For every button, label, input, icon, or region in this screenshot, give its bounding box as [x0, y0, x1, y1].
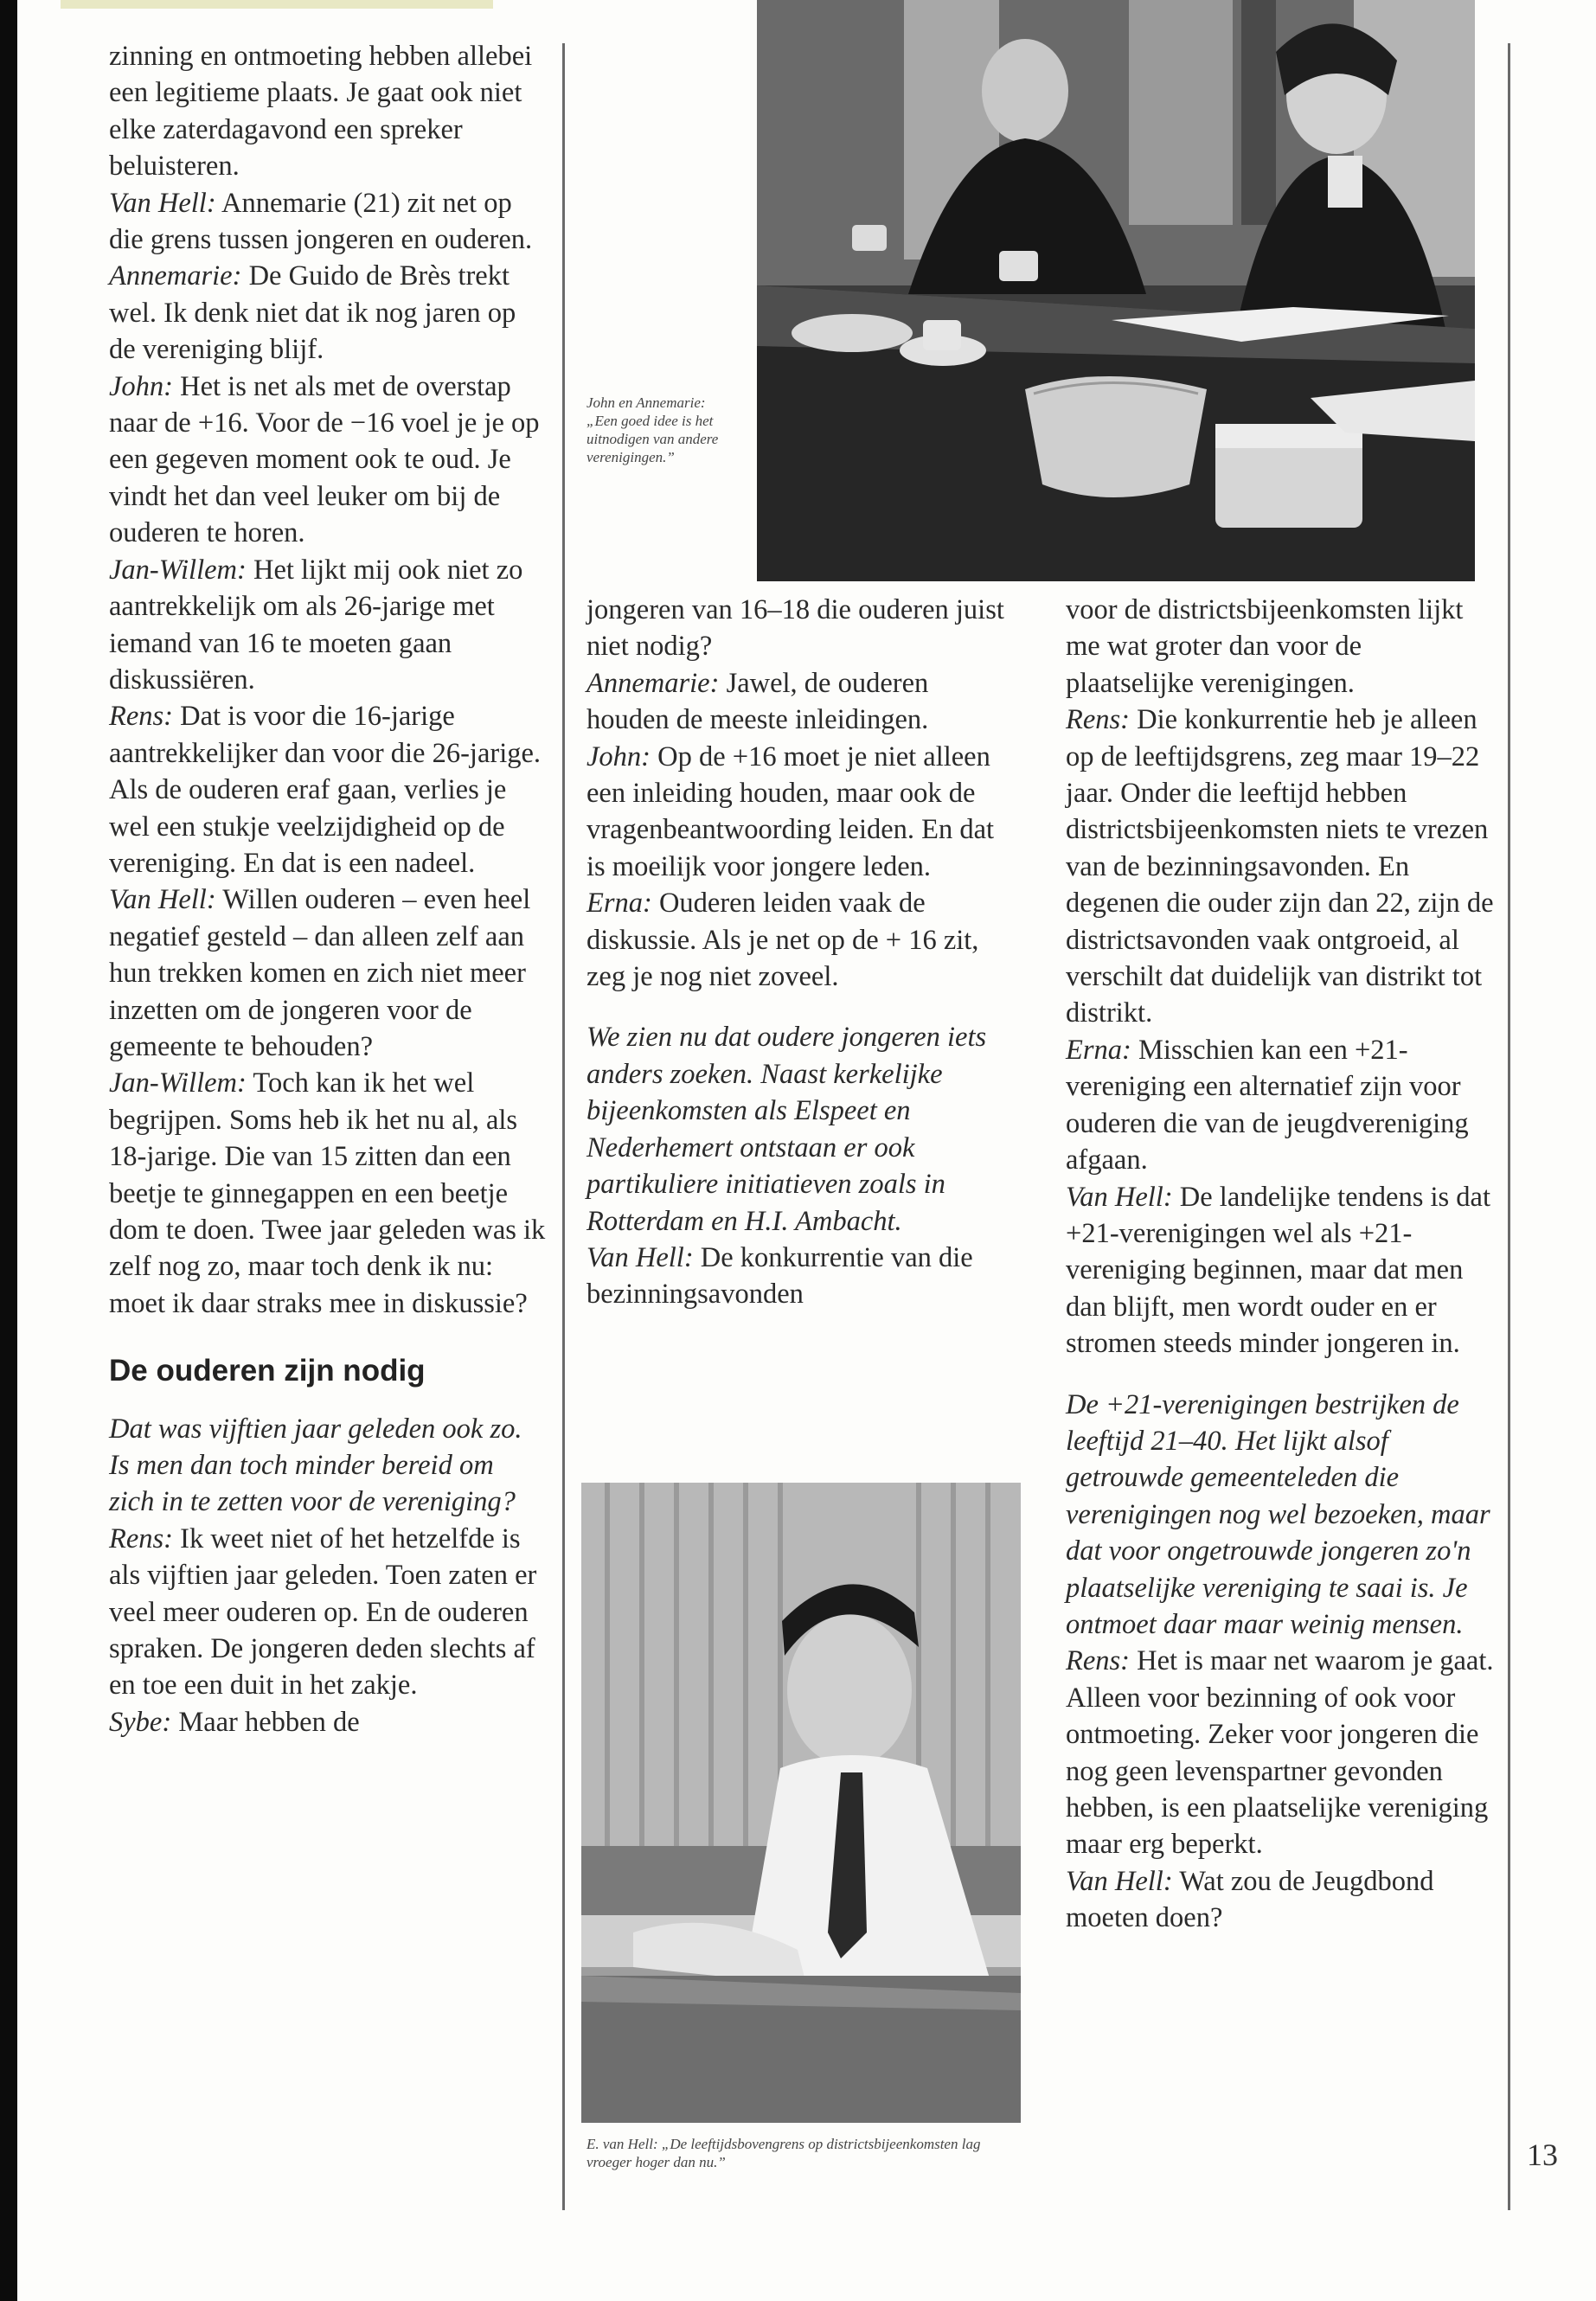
interview-question: We zien nu dat oudere jongeren iets anders zoeken. Naast kerkelijke bijeenkomsten als Elspeet en Nederhemert ontstaan er ook partikuliere initiatieven zoals in Rotterdam en H.I. Ambacht. [586, 1022, 987, 1237]
paragraph [1066, 1032, 1494, 1179]
meeting-table-photo [757, 0, 1475, 581]
paragraph: zinning en ontmoeting hebben allebei een legitieme plaats. Je gaat ook niet elke zaterdagavond een spreker beluisteren. [109, 41, 533, 183]
speech-text: Ik weet niet of het hetzelfde is als vijftien jaar geleden. Toen zaten er veel meer ouderen op. En de ouderen spraken. De jongeren deden slechts af en toe een duit in het zakje. [109, 1522, 537, 1702]
speaker-name: Sybe: [109, 1706, 172, 1738]
speaker-name: Rens: [1066, 704, 1130, 736]
paragraph [109, 881, 546, 1065]
section-heading: De ouderen zijn nodig [109, 1354, 426, 1388]
speaker-name: Van Hell: [586, 1241, 694, 1273]
column-rule-right [1508, 43, 1510, 2210]
column-2 [586, 592, 1010, 1313]
speech-text: Het is net als met de overstap naar de +16. Voor de −16 voel je je op een gegeven moment ook te oud. Je vindt het dan veel leuker om bij de ouderen te horen. [109, 370, 540, 549]
speech-text: Jawel, de ouderen houden de meeste inleidingen. [586, 667, 929, 736]
speaker-name: Van Hell: [1066, 1181, 1173, 1213]
paragraph [109, 1521, 546, 1704]
paragraph: voor de districtsbijeenkomsten lijkt me wat groter dan voor de plaatselijke verenigingen. [1066, 594, 1464, 699]
portrait-photo [581, 1483, 1021, 2123]
speaker-name: Van Hell: [109, 187, 216, 219]
paragraph [109, 698, 546, 881]
column-rule-left [562, 43, 565, 2210]
paragraph: jongeren van 16–18 die ouderen juist niet nodig? [586, 594, 1004, 663]
paragraph [1066, 702, 1494, 1032]
speech-text: De Guido de Brès trekt wel. Ik denk niet dat ik nog jaren op de vereniging blijf. [109, 260, 516, 366]
paragraph [109, 185, 546, 259]
paragraph [1066, 1179, 1494, 1362]
photo-john-annemarie [757, 0, 1475, 581]
paragraph [586, 885, 1010, 995]
speaker-name: Rens: [109, 1522, 173, 1554]
speaker-name: Annemarie: [109, 260, 242, 292]
speaker-name: Rens: [109, 701, 173, 733]
top-tint-strip [61, 0, 493, 9]
speech-text: Het lijkt mij ook niet zo aantrekkelijk om als 26-jarige met iemand van 16 te moeten gaan diskussiëren. [109, 554, 523, 695]
paragraph [586, 739, 1010, 886]
speech-text: Willen ouderen – even heel negatief gesteld – dan alleen zelf aan hun trekken komen en zich niet meer inzetten om de jongeren voor de gemeente te behouden? [109, 884, 531, 1062]
speech-text: De landelijke tendens is dat +21-verenigingen wel als +21-vereniging beginnen, maar dat men dan blijft, men wordt ouder en er stromen steeds minder jongeren in. [1066, 1181, 1490, 1360]
paragraph [109, 1704, 546, 1740]
speaker-name: Van Hell: [109, 884, 216, 916]
photo-caption: John en Annemarie: „Een goed idee is het uitnodigen van andere verenigingen.” [586, 394, 719, 465]
speaker-name: Annemarie: [586, 667, 720, 699]
paragraph [1066, 1643, 1494, 1862]
speaker-name: Jan-Willem: [109, 554, 247, 586]
speech-text: Die konkurrentie heb je alleen op de leeftijdsgrens, zeg maar 19–22 jaar. Onder die leeftijd hebben districtsbijeenkomsten niets te vrezen van de bezinningsavonden. En degenen die ouder zijn dan 22, zijn de districtsavonden vaak ontgroeid, al verschilt dat duidelijk van distrikt tot distrikt. [1066, 704, 1494, 1029]
photo-van-hell [581, 1483, 1021, 2123]
column-1 [109, 38, 546, 1740]
paragraph [586, 665, 1010, 739]
interview-question: Dat was vijftien jaar geleden ook zo. Is men dan toch minder bereid om zich in te zetten voor de vereniging? [109, 1413, 522, 1518]
page-number: 13 [1527, 2138, 1558, 2172]
interview-question: De +21-verenigingen bestrijken de leeftijd 21–40. Het lijkt alsof getrouwde gemeenteleden die verenigingen nog wel bezoeken, maar dat voor ongetrouwde jongeren zo'n plaatselijke vereniging te saai is. Je ontmoet daar maar weinig mensen. [1066, 1388, 1490, 1640]
column-3 [1066, 592, 1494, 1937]
speaker-name: Erna: [1066, 1034, 1131, 1066]
speech-text: Toch kan ik het wel begrijpen. Soms heb ik het nu al, als 18-jarige. Die van 15 zitten dan een beetje te ginnegappen en een beetje dom te doen. Twee jaar geleden was ik zelf nog zo, maar toch denk ik nu: moet ik daar straks mee in diskussie? [109, 1067, 546, 1319]
speaker-name: John: [109, 370, 173, 402]
speaker-name: Van Hell: [1066, 1865, 1173, 1897]
speaker-name: Jan-Willem: [109, 1067, 247, 1099]
paragraph [109, 552, 546, 699]
paragraph [1066, 1863, 1494, 1937]
paragraph [109, 1065, 546, 1322]
speech-text: Dat is voor die 16-jarige aantrekkelijker dan voor die 26-jarige. Als de ouderen eraf gaan, verlies je wel een stukje veelzijdigheid op de vereniging. En dat is een nadeel. [109, 701, 542, 879]
speech-text: Het is maar net waarom je gaat. Alleen voor bezinning of ook voor ontmoeting. Zeker voor jongeren die nog geen levenspartner gevonden hebben, is een plaatselijke vereniging maar erg beperkt. [1066, 1645, 1494, 1861]
speech-text: Wat zou de Jeugdbond moeten doen? [1066, 1865, 1434, 1934]
speech-text: Ouderen leiden vaak de diskussie. Als je net op de + 16 zit, zeg je nog niet zoveel. [586, 888, 979, 993]
paragraph [586, 1240, 1010, 1313]
binding-edge [0, 0, 17, 2301]
speech-text: Annemarie (21) zit net op die grens tussen jongeren en ouderen. [109, 187, 533, 256]
speaker-name: John: [586, 740, 651, 772]
photo-caption: E. van Hell: „De leeftijdsbovengrens op districtsbijeenkomsten lag vroeger hoger dan nu.” [586, 2136, 981, 2170]
speaker-name: Erna: [586, 888, 652, 920]
speech-text: Op de +16 moet je niet alleen een inleiding houden, maar ook de vragenbeantwoording leiden. En dat is moeilijk voor jongere leden. [586, 740, 995, 882]
speaker-name: Rens: [1066, 1645, 1130, 1677]
speech-text: De konkurrentie van die bezinningsavonden [586, 1241, 973, 1311]
paragraph [109, 258, 546, 368]
speech-text: Maar hebben de [178, 1706, 360, 1738]
paragraph [109, 369, 546, 552]
speech-text: Misschien kan een +21-vereniging een alternatief zijn voor ouderen die van de jeugdvereniging afgaan. [1066, 1034, 1469, 1176]
